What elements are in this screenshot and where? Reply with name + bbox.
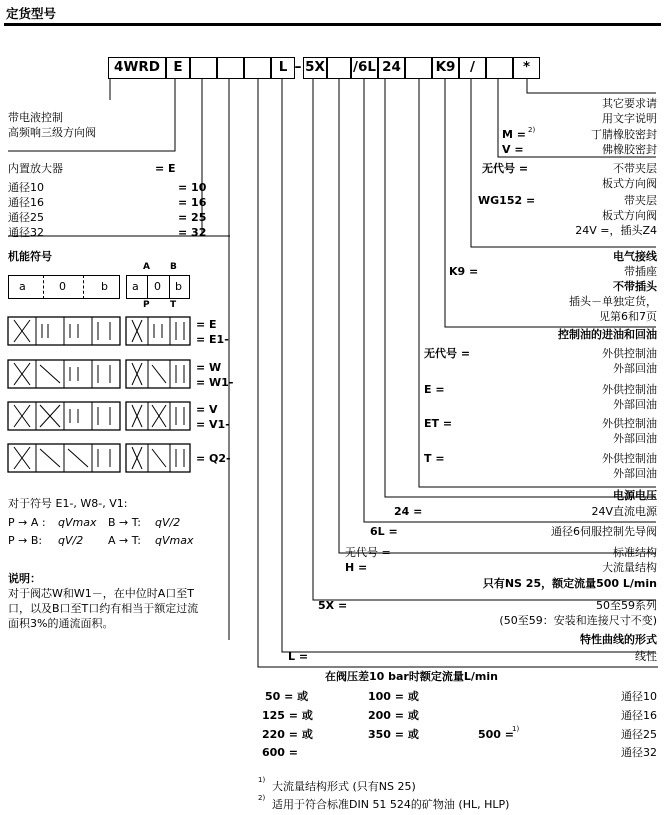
curve-text: 线性 xyxy=(635,650,657,663)
port-T: T xyxy=(170,300,177,310)
volt-title: 电源电压 xyxy=(613,489,657,502)
flow-r1-c2: 100 = 或 xyxy=(368,690,419,703)
flow-row-2-b: A → T: xyxy=(108,534,141,547)
flow-row-1-a: P → A : xyxy=(8,516,46,529)
pilot-valve-code: 6L = xyxy=(370,525,398,538)
flow-r4-c1: 600 = xyxy=(262,746,299,759)
code-box-clamp: / xyxy=(459,57,486,79)
curve-code: L = xyxy=(288,650,309,663)
clamp-wg-code: WG152 = xyxy=(478,194,536,207)
sym-code-w1: = W1- xyxy=(196,376,234,389)
clamp-wg-text-2: 板式方向阀 xyxy=(602,209,657,222)
flow-row-1-b: B → T: xyxy=(108,516,141,529)
pilot-t-code: T = xyxy=(424,452,445,465)
ns25-title: 只有NS 25，额定流量500 L/min xyxy=(482,577,657,590)
elec-title: 电气接线 xyxy=(613,250,657,263)
struct-h-text: 大流量结构 xyxy=(602,561,657,574)
size-code-16: = 16 xyxy=(178,196,207,209)
pilot-t-t2: 外部回油 xyxy=(613,467,657,480)
flow-row-2-av: qV/2 xyxy=(58,534,84,547)
pilot-valve-text: 通径6伺服控制先导阀 xyxy=(551,525,657,538)
amp-code: = E xyxy=(155,162,176,175)
flow-title: 在阀压差10 bar时额定流量L/min xyxy=(325,670,498,683)
footnote-2-sup: 2) xyxy=(258,794,266,802)
seal-m-text: 丁腈橡胶密封 xyxy=(591,128,657,141)
flow-row-1-av: qVmax xyxy=(58,516,97,529)
pilot-e-t1: 外供控制油 xyxy=(602,383,657,396)
sym-code-v1: = V1- xyxy=(196,418,230,431)
clamp-none-text-2: 板式方向阀 xyxy=(602,177,657,190)
desc-line-2: 高频响三级方向阀 xyxy=(8,126,96,139)
k9-text-3: 插头－单独定货， xyxy=(569,295,657,308)
size-code-25: = 25 xyxy=(178,211,207,224)
flow-row-2-bv: qVmax xyxy=(155,534,194,547)
pilot-e-t2: 外部回油 xyxy=(613,398,657,411)
code-box-elec: K9 xyxy=(432,57,459,79)
code-box-other: * xyxy=(513,57,540,79)
struct-none-text: 标准结构 xyxy=(613,546,657,559)
pilot-none-code: 无代号 = xyxy=(424,347,471,360)
size-label-25: 通径25 xyxy=(8,211,44,224)
port-P: P xyxy=(143,300,150,310)
desc-line-1: 带电液控制 xyxy=(8,111,63,124)
seal-v-text: 佛橡胶密封 xyxy=(602,143,657,156)
struct-h-code: H = xyxy=(345,561,368,574)
footnote-2-text: 适用于符合标准DIN 51 524的矿物油 (HL, HLP) xyxy=(272,798,510,811)
flow-r1-size: 通径10 xyxy=(621,690,657,703)
flow-r1-c1: 50 = 或 xyxy=(265,690,309,703)
code-box-curve: L xyxy=(271,57,295,79)
symbol-title: 机能符号 xyxy=(8,250,52,263)
clamp-none-code: 无代号 = xyxy=(482,162,529,175)
pilot-none-t1: 外供控制油 xyxy=(602,347,657,360)
code-dash: – xyxy=(294,59,302,75)
code-box-voltage: 24 xyxy=(378,57,405,79)
flow-r3-c3: 500 = xyxy=(478,728,515,741)
flow-r3-size: 通径25 xyxy=(621,728,657,741)
k9-text-4: 见第6和7页 xyxy=(599,310,657,323)
flow-r4-size: 通径32 xyxy=(621,746,657,759)
size-label-10: 通径10 xyxy=(8,181,44,194)
other-req-2: 用文字说明 xyxy=(602,112,657,125)
sym-code-e: = E xyxy=(196,318,217,331)
flow-r3-c2: 350 = 或 xyxy=(368,728,419,741)
series-text-1: 50至59系列 xyxy=(596,599,657,612)
size-code-32: = 32 xyxy=(178,226,207,239)
pilot-et-t1: 外供控制油 xyxy=(602,417,657,430)
sym-code-e1: = E1- xyxy=(196,333,229,346)
flow-r2-c2: 200 = 或 xyxy=(368,709,419,722)
note-line-3: 面积3%的通流面积。 xyxy=(8,617,114,630)
symbol-basic-4pos: a 0 b xyxy=(8,275,120,299)
pilot-e-code: E = xyxy=(424,383,445,396)
pilot-none-t2: 外部回油 xyxy=(613,362,657,375)
note-title: 说明： xyxy=(8,572,41,585)
code-box-type: 4WRD xyxy=(108,57,166,79)
amp-label: 内置放大器 xyxy=(8,162,63,175)
port-A: A xyxy=(143,262,150,272)
sym-code-w: = W xyxy=(196,361,222,374)
volt-code: 24 = xyxy=(394,505,423,518)
flow-r3-c1: 220 = 或 xyxy=(262,728,313,741)
other-req-1: 其它要求请 xyxy=(602,97,657,110)
volt-text: 24V直流电源 xyxy=(591,505,657,518)
seal-m-sup: 2) xyxy=(528,126,536,134)
clamp-wg-text-3: 24V =，插头Z4 xyxy=(575,224,657,237)
footnote-1-text: 大流量结构形式 (只有NS 25) xyxy=(272,780,416,793)
size-label-16: 通径16 xyxy=(8,196,44,209)
k9-code: K9 = xyxy=(449,265,479,278)
symbol-basic-3pos: a 0 b xyxy=(126,275,190,299)
curve-title: 特性曲线的形式 xyxy=(580,633,657,646)
seal-v-code: V = xyxy=(502,143,524,156)
k9-text-2: 不带插头 xyxy=(613,280,657,293)
flow-r2-c1: 125 = 或 xyxy=(262,709,313,722)
k9-text-1: 带插座 xyxy=(624,265,657,278)
pilot-t-t1: 外供控制油 xyxy=(602,452,657,465)
flow-r2-size: 通径16 xyxy=(621,709,657,722)
clamp-none-text-1: 不带夹层 xyxy=(613,162,657,175)
seal-m-code: M = xyxy=(502,128,526,141)
flow-row-2-a: P → B: xyxy=(8,534,43,547)
code-box-series: 5X xyxy=(303,57,327,79)
code-box-amp: E xyxy=(166,57,190,79)
size-code-10: = 10 xyxy=(178,181,207,194)
note-line-1: 对于阀芯W和W1－，在中位时A口至T xyxy=(8,587,194,600)
series-text-2: (50至59：安装和连接尺寸不变) xyxy=(499,614,657,627)
note-line-2: 口，以及B口至T口约有相当于额定过流 xyxy=(8,602,199,615)
pilot-et-code: ET = xyxy=(424,417,453,430)
series-code: 5X = xyxy=(318,599,348,612)
flow-row-1-bv: qV/2 xyxy=(155,516,181,529)
pilot-title: 控制油的进油和回油 xyxy=(558,328,657,341)
code-box-pilot-valve: /6L xyxy=(351,57,378,79)
flow-note-title: 对于符号 E1-, W8-, V1: xyxy=(8,497,128,510)
size-label-32: 通径32 xyxy=(8,226,44,239)
struct-none-code: 无代号 = xyxy=(345,546,391,559)
flow-r3-sup: 1) xyxy=(512,725,520,733)
page-title: 定货型号 xyxy=(6,6,57,21)
sym-code-q2: = Q2- xyxy=(196,452,231,465)
clamp-wg-text-1: 带夹层 xyxy=(624,194,657,207)
footnote-1-sup: 1) xyxy=(258,776,266,784)
port-B: B xyxy=(170,262,177,272)
sym-code-v: = V xyxy=(196,403,218,416)
pilot-et-t2: 外部回油 xyxy=(613,432,657,445)
